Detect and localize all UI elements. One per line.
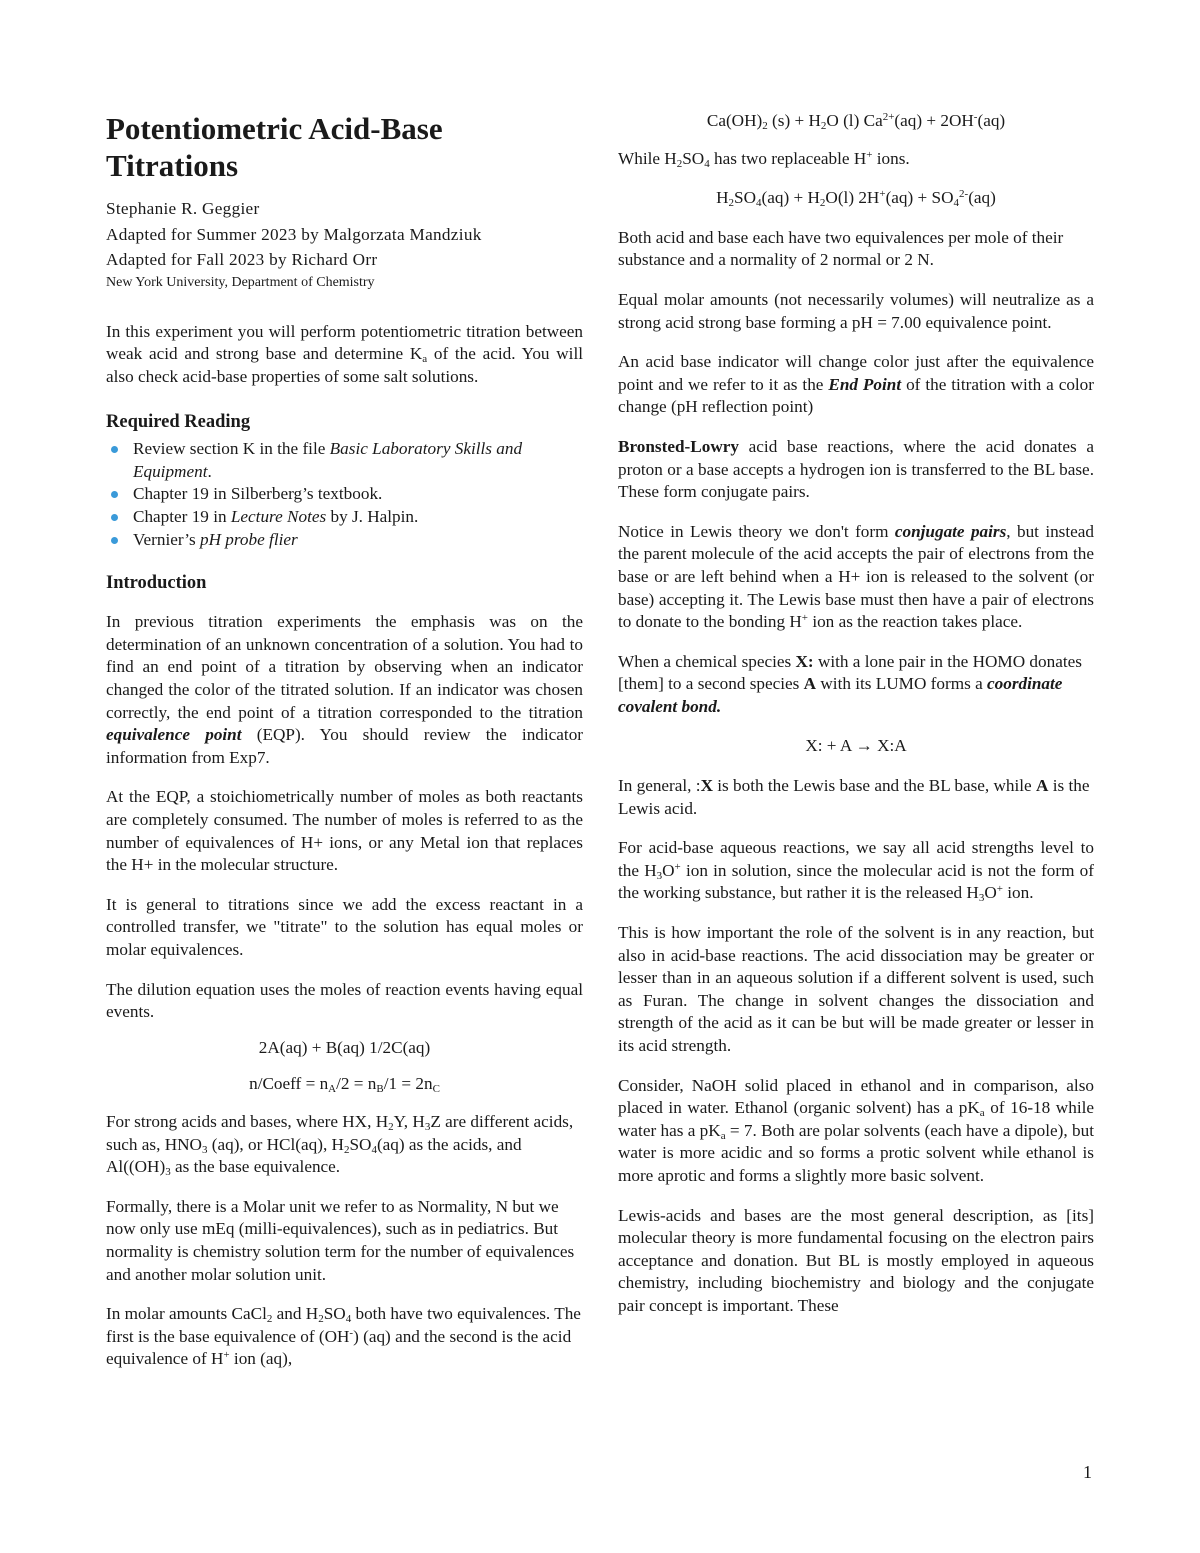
right-column xyxy=(618,110,1094,1318)
paragraph-lewis-acids-bases: Lewis-acids and bases are the most general description, as [its] molecular theory is more fundamental focusing on the electron pairs acceptance and donation. But BL is mostly employed in aqueous chemistry, including biochemistry and biology and the conjugate pair concept is important. These xyxy=(618,1205,1094,1315)
list-item: Chapter 19 in Lecture Notes by J. Halpin. xyxy=(106,506,583,529)
adapted-credit-2: Adapted for Fall 2023 by Richard Orr xyxy=(106,250,378,269)
required-reading-heading: Required Reading xyxy=(106,412,251,433)
paragraph-normality: Formally, there is a Molar unit we refer to as Normality, N but we now only use mEq (milli-equivalences), such as in pediatrics. But normality is chemistry solution term for the number of equivalences and another molar solution unit. xyxy=(106,1196,575,1284)
paragraph-lewis-base: In general, :X is both the Lewis base and the BL base, while A is the Lewis acid. xyxy=(618,776,1090,818)
left-column xyxy=(106,110,583,1371)
equation-sulfuric-acid: $H_2SO_4(aq) + H_2O(l) 2H^+(aq) + SO_4^{2-}(aq)$ xyxy=(716,188,996,210)
title-line-2: Titrations xyxy=(106,148,239,183)
paragraph-homo-lumo: When a chemical species X: with a lone pair in the HOMO donates [them] to a second species A with its LUMO forms a coordinate covalent bond. xyxy=(618,651,1082,716)
paragraph-sulfuric: While $H_2SO_4$ has two replaceable H+ ions. xyxy=(618,148,910,170)
list-item: Review section K in the file Basic Laboratory Skills and Equipment. xyxy=(106,438,583,483)
paragraph-molar-amounts: In molar amounts CaCl$_2$ and $H_2SO_4$ both have two equivalences. The first is the base equivalence of (OH-) (aq) and the second is the acid equivalence of H+ ion (aq), xyxy=(106,1304,581,1369)
title-line-1: Potentiometric Acid-Base xyxy=(106,111,443,146)
equation-reaction: 2A(aq) + B(aq) 1/2C(aq) xyxy=(258,1037,431,1057)
paragraph-titration-history: In previous titration experiments the emphasis was on the determination of an unknown concentration of a solution. You had to find an end point of a titration by observing when an indicator changed the color of the titrated solution. If an indicator was chosen correctly, the end point of a titration corresponded to the titration equivalence point (EQP). You should review the indicator information from Exp7. xyxy=(106,612,584,767)
paragraph-equivalences: Both acid and base each have two equivalences per mole of their substance and a normality of 2 normal or 2 N. xyxy=(618,227,1064,270)
adapted-credit-1: Adapted for Summer 2023 by Malgorzata Mandziuk xyxy=(106,224,482,244)
bullet-icon xyxy=(111,537,118,544)
paragraph-solvent-role: This is how important the role of the solvent is in any reaction, but also in acid-base reactions. The acid dissociation may be greater or lesser than in an aqueous solution if a different solvent is used, such as Furan. The change in solvent changes the dissociation and strength of the acid as it can be but will be made greater or lesser in its acid strength. xyxy=(618,923,1094,1055)
list-item: Chapter 19 in Silberberg’s textbook. xyxy=(106,483,583,506)
bullet-icon xyxy=(111,491,118,498)
paragraph-equal-molar: Equal molar amounts (not necessarily volumes) will neutralize as a strong acid strong base forming a pH = 7.00 equivalence point. xyxy=(618,289,1094,332)
paragraph-indicator: An acid base indicator will change color just after the equivalence point and we refer to it as the End Point of the titration with a color change (pH reflection point) xyxy=(618,352,1095,417)
reading-list xyxy=(106,438,583,551)
paragraph-lewis-theory: Notice in Lewis theory we don't form conjugate pairs, but instead the parent molecule of the acid accepts the pair of electrons from the base or are left behind when a H+ ion is released to the solvent (or base) accepting it. The Lewis base must then have a pair of electrons to donate to the bonding H+ ion as the reaction takes place. xyxy=(618,521,1094,632)
intro-paragraph: In this experiment you will perform potentiometric titration between weak acid and strong base and determine $K_a$ of the acid. You will also check acid-base properties of some salt solutions. xyxy=(106,321,583,386)
department: New York University, Department of Chemistry xyxy=(106,274,375,290)
bullet-icon xyxy=(111,446,118,453)
bullet-icon xyxy=(111,514,118,521)
equation-lewis: X: + A → X:A xyxy=(805,736,907,756)
paragraph-general-titration: It is general to titrations since we add the excess reactant in a controlled transfer, we "titrate" to the solution has equal moles or molar equivalences. xyxy=(106,894,583,959)
equation-calcium-hydroxide: $Ca(OH)_2$ $(s) + H_2O$ (l) $Ca^{2+}(aq) + 2OH^-(aq)$ xyxy=(706,111,1006,132)
paragraph-naoh-ethanol: Consider, NaOH solid placed in ethanol and in comparison, also placed in water. Ethanol (organic solvent) has a $pK_a$ of 16-18 while water has a $pK_a = 7$. Both are polar solvents (each have a dipole), but water is more acidic and so forms a protic solvent while ethanol is more aprotic and forms a slightly more basic solvent. xyxy=(618,1075,1094,1185)
paragraph-bronsted-lowry: Bronsted-Lowry acid base reactions, where the acid donates a proton or a base accepts a hydrogen ion is transferred to the BL base. These form conjugate pairs. xyxy=(618,436,1094,502)
author-name: Stephanie R. Geggier xyxy=(106,199,260,218)
introduction-heading: Introduction xyxy=(106,573,207,594)
list-item: Vernier’s pH probe flier xyxy=(106,529,583,552)
page-number: 1 xyxy=(1083,1462,1092,1482)
equation-moles: n/Coeff = $n_A/2 = n_B/1 = 2n_C$ xyxy=(249,1074,440,1096)
paragraph-eqp: At the EQP, a stoichiometrically number of moles as both reactants are completely consumed. The number of moles is referred to as the number of equivalences of H+ ions, or any Metal ion that replaces the H+ in the molecular structure. xyxy=(106,787,583,875)
page-title xyxy=(106,110,583,184)
paragraph-leveling: For acid-base aqueous reactions, we say all acid strengths level to the $H_3O^+$ ion in solution, since the molecular acid is not the form of the working substance, but rather it is the released $H_3O^+$ ion. xyxy=(618,838,1094,905)
paragraph-dilution: The dilution equation uses the moles of reaction events having equal events. xyxy=(106,979,583,1022)
paragraph-strong-acids: For strong acids and bases, where HX, $H_2Y$, $H_3Z$ are different acids, such as, $HNO_3$ (aq), or HCl(aq), $H_2SO_4(aq)$ as the acids, and $Al((OH)_3$ as the base equivalence. xyxy=(106,1111,574,1179)
